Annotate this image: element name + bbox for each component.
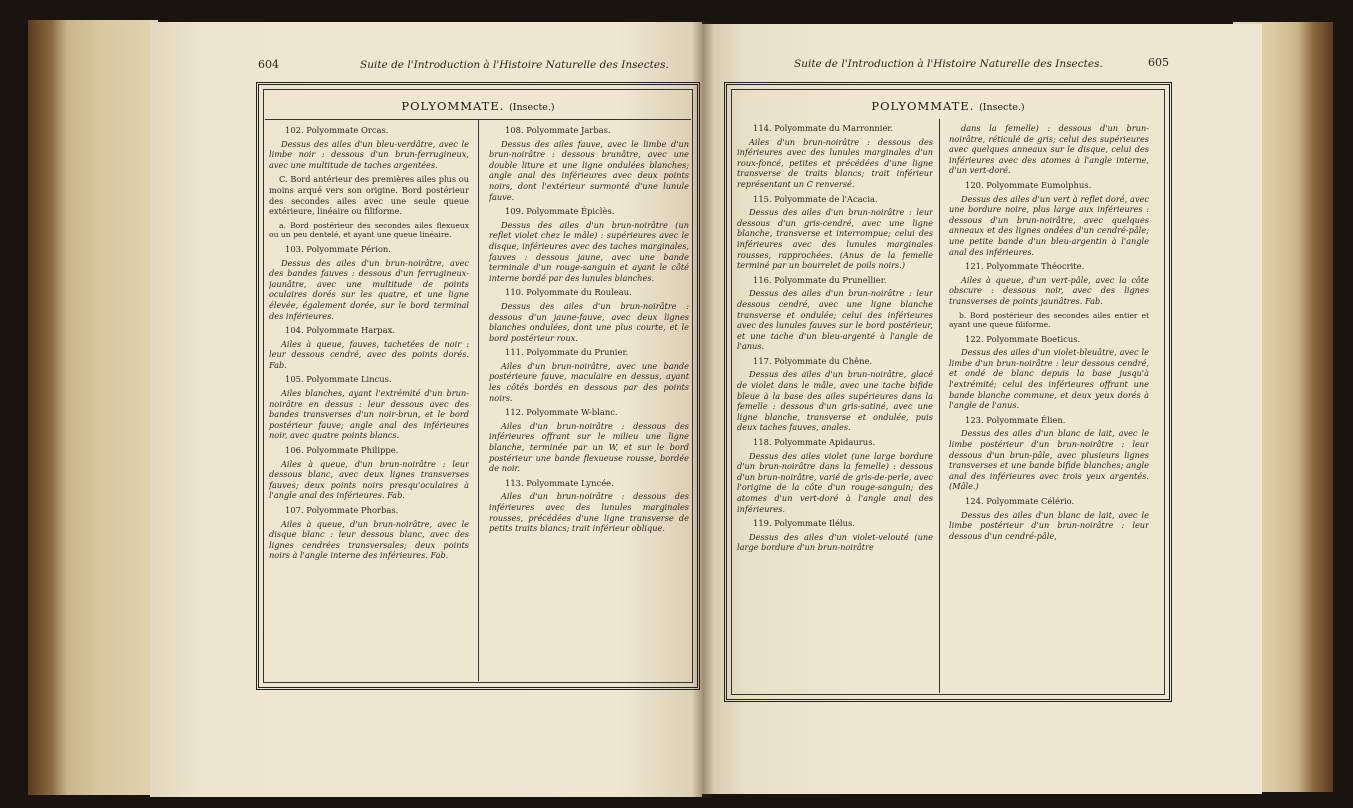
column-right bbox=[489, 125, 689, 681]
entry-text: Ailes à queue, d'un brun-noirâtre : leur dessous blanc, avec deux lignes transverses fauves; deux points noirs presqu'oculaires à l'angle anal des inférieures. Fab. bbox=[269, 458, 469, 501]
entry-text: Ailes à queue, fauves, tachetées de noir : leur dessous cendré, avec des points dorés. Fab. bbox=[269, 338, 469, 370]
entry-text: Dessus des ailes d'un brun-noirâtre, avec des bandes fauves : dessous d'un ferrugineux-jaunâtre, avec une multitude de points oculaires dorés sur les quatre, et une ligne élevée, également dorée, sur le bord terminal des inférieures. bbox=[269, 257, 469, 321]
right-page bbox=[702, 24, 1262, 794]
running-head: Suite de l'Introduction à l'Histoire Naturelle des Insectes. bbox=[794, 58, 1103, 70]
entry-text: a. Bord postérieur des secondes ailes flexueux ou un peu dentelé, et ayant une queue linéaire. bbox=[269, 220, 469, 240]
entry-text: Ailes d'un brun-noirâtre : dessous des inférieures avec des lunules marginales d'un roux-foncé, petites et précédées d'une ligne transverse de traits blancs; trait inférieur représentant un C renversé. bbox=[737, 136, 933, 189]
entry-heading: 119. Polyommate Ilélus. bbox=[753, 518, 855, 529]
entry-heading: 108. Polyommate Jarbas. bbox=[505, 125, 611, 135]
entry-text: b. Bord postérieur des secondes ailes entier et ayant une queue filiforme. bbox=[949, 310, 1149, 330]
entry-heading: 104. Polyommate Harpax. bbox=[285, 325, 395, 336]
entry-text: Ailes à queue, d'un brun-noirâtre, avec le disque blanc : leur dessous blanc, avec des lignes cendrées transversales; deux points noirs à l'angle interne des inférieures. Fab. bbox=[269, 518, 469, 561]
running-head: Suite de l'Introduction à l'Histoire Naturelle des Insectes. bbox=[360, 59, 669, 71]
entry-text: Ailes d'un brun-noirâtre, avec une bande postérieure fauve, maculaire en dessus, ayant les côtés bordés en dessous par des points noirs. bbox=[489, 360, 689, 403]
entry-text: Dessus des ailes d'un brun-noirâtre : leur dessous cendré, avec une ligne blanche transverse et ondulée; celui des inférieures avec des lunules fauves sur le bord postérieur, et une tache d'un bleu-argenté à l'angle de l'anus. bbox=[737, 288, 933, 352]
entry-heading: 106. Polyommate Philippe. bbox=[285, 445, 399, 456]
entry-heading: 116. Polyommate du Prunellier. bbox=[753, 274, 887, 285]
entry-heading: 111. Polyommate du Prunier. bbox=[505, 347, 629, 358]
entry-heading: 122. Polyommate Boeticus. bbox=[965, 333, 1081, 344]
left-page bbox=[150, 22, 702, 797]
entry-heading: 105. Polyommate Lincus. bbox=[285, 374, 392, 385]
entry-text: Dessus des ailes d'un violet-bleuâtre, avec le limbe d'un brun-noirâtre : leur dessous cendré, et ondé de blanc depuis la base jusqu'à l'extrémité; celui des inférieures offrant une bande blanche commune, et deux yeux dorés à l'angle de l'anus. bbox=[949, 347, 1149, 411]
entry-text: Dessus des ailes d'un blanc de lait, avec le limbe postérieur d'un brun-noirâtre : leur dessous d'un brun-pâle, avec plusieurs lignes transverses et une bande bifide blanches; angle anal des inférieures avec trois yeux argentés. (Mâle.) bbox=[949, 428, 1149, 492]
book-gutter bbox=[692, 22, 714, 797]
entry-text: dans la femelle) : dessous d'un brun-noirâtre, réticulé de gris; celui des supérieures avec quelques anneaux sur le disque, celui des inférieures avec des atomes à l'angle interne, d'un vert-doré. bbox=[949, 123, 1149, 176]
page-number: 604 bbox=[258, 58, 279, 71]
entry-text: Dessus des ailes d'un blanc de lait, avec le limbe postérieur d'un brun-noirâtre : leur dessous d'un cendré-pâle, bbox=[949, 509, 1149, 541]
entry-heading: 120. Polyommate Eumolphus. bbox=[965, 179, 1092, 190]
entry-heading: 102. Polyommate Orcas. bbox=[285, 125, 389, 135]
column-left bbox=[737, 123, 933, 693]
entry-heading: 114. Polyommate du Marronnier. bbox=[753, 123, 894, 133]
entry-heading: 112. Polyommate W-blanc. bbox=[505, 407, 618, 418]
title: POLYOMMATE. bbox=[871, 99, 975, 113]
entry-heading: 110. Polyommate du Rouleau. bbox=[505, 287, 632, 298]
entry-text: Dessus des ailes d'un brun-noirâtre : dessous d'un jaune-fauve, avec deux lignes blanches ondulées, dont une plus courte, et le bord postérieur roux. bbox=[489, 300, 689, 343]
entry-text: Dessus des ailes violet (une large bordure d'un brun-noirâtre dans la femelle) : dessous d'un brun-noirâtre, varié de gris-de-perle, avec l'origine de la côte d'un rouge-sanguin; des atomes d'un vert-doré à l'angle anal des inférieures. bbox=[737, 450, 933, 514]
frame-title bbox=[727, 99, 1169, 113]
entry-text: Ailes blanches, ayant l'extrémité d'un brun-noirâtre en dessus : leur dessous avec des bandes transverses d'un noir-brun, et le bord postérieur fauve; angle anal des inférieures noir, avec quatre points blancs. bbox=[269, 388, 469, 441]
entry-heading: 124. Polyommate Célério. bbox=[965, 496, 1075, 506]
entry-text: C. Bord antérieur des premières ailes plus ou moins arqué vers son origine. Bord postérieur des secondes ailes avec une seule queue extérieure, linéaire ou filiforme. bbox=[269, 174, 469, 217]
subtitle: (Insecte.) bbox=[509, 102, 555, 113]
title: POLYOMMATE. bbox=[401, 99, 505, 113]
frame-title bbox=[259, 99, 697, 113]
entry-heading: 117. Polyommate du Chêne. bbox=[753, 355, 873, 366]
column-divider bbox=[478, 119, 479, 681]
entry-text: Dessus des ailes d'un brun-noirâtre, glacé de violet dans le mâle, avec une tache bifide bleue à la base des ailes supérieures dans la femelle : dessous d'un gris-satiné, avec une ligne blanche, transverse et ondulée, puis deux taches fauves, anales. bbox=[737, 369, 933, 433]
entry-heading: 113. Polyommate Lyncée. bbox=[505, 477, 614, 488]
subtitle: (Insecte.) bbox=[979, 102, 1025, 113]
text-frame bbox=[724, 82, 1172, 702]
entry-text: Dessus des ailes d'un bleu-verdâtre, avec le limbe noir : dessous d'un brun-ferrugineux, avec une multitude de taches argentées. bbox=[269, 138, 469, 170]
page-number: 605 bbox=[1148, 56, 1169, 69]
entry-heading: 118. Polyommate Apidaurus. bbox=[753, 437, 876, 448]
entry-text: Dessus des ailes fauve, avec le limbe d'un brun-noirâtre : dessous brunâtre, avec une double liture et une ligne ondulées blanches; angle anal des inférieures avec deux points noirs, dont l'extérieur surmonté d'une lunule fauve. bbox=[489, 138, 689, 202]
entry-heading: 121. Polyommate Théocrite. bbox=[965, 261, 1085, 272]
column-right bbox=[949, 123, 1149, 693]
page-edges-left bbox=[28, 20, 158, 795]
entry-text: Dessus des ailes d'un violet-velouté (une large bordure d'un brun-noirâtre bbox=[737, 531, 933, 553]
column-left bbox=[269, 125, 469, 681]
entry-heading: 115. Polyommate de l'Acacia. bbox=[753, 193, 878, 204]
entry-heading: 123. Polyommate Élien. bbox=[965, 414, 1066, 425]
entry-heading: 109. Polyommate Épiclès. bbox=[505, 206, 615, 217]
entry-text: Ailes d'un brun-noirâtre : dessous des inférieures avec des lunules marginales rousses, précédées d'une ligne transverse de petits traits blancs; trait inférieur oblique. bbox=[489, 491, 689, 534]
entry-text: Ailes à queue, d'un vert-pâle, avec la côte obscure : dessous noir, avec des lignes transverses de points jaunâtres. Fab. bbox=[949, 274, 1149, 306]
text-frame bbox=[256, 82, 700, 690]
entry-heading: 107. Polyommate Phorbas. bbox=[285, 505, 399, 515]
entry-heading: 103. Polyommate Périon. bbox=[285, 243, 391, 254]
column-divider bbox=[939, 119, 940, 693]
entry-text: Dessus des ailes d'un brun-noirâtre : leur dessous d'un gris-cendré, avec une ligne blanche, transverse et interrompue; celui des inférieures avec des lunules marginales rousses, rapprochées. (Anus de la femelle terminé par un bourrelet de poils noirs.) bbox=[737, 207, 933, 271]
entry-text: Dessus des ailes d'un vert à reflet doré, avec une bordure noire, plus large aux inférieures : dessous d'un brun-noirâtre, avec quelques anneaux et des lignes ondées d'un cendré-pâle; une petite bande d'un bleu-argentin à l'angle anal des inférieures. bbox=[949, 193, 1149, 257]
entry-text: Ailes d'un brun-noirâtre : dessous des inférieures offrant sur le milieu une ligne blanche, terminée par un W, et sur le bord postérieur une bande flexueuse rousse, bordée de noir. bbox=[489, 420, 689, 474]
entry-text: Dessus des ailes d'un brun-noirâtre (un reflet violet chez le mâle) : supérieures avec le disque, inférieures avec des taches marginales, fauves : dessous jaune, avec une bande terminale d'un rouge-sanguin et ayant le côté interne bordé par des lunules blanches. bbox=[489, 219, 689, 283]
